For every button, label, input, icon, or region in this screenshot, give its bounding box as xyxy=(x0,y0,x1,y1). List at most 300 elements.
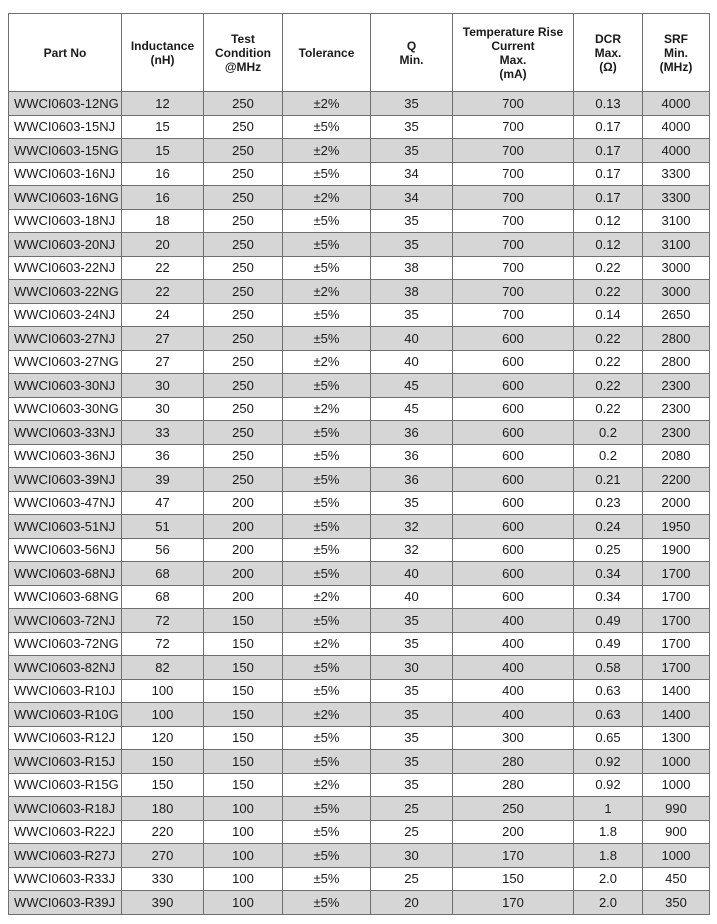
q-min-cell: 35 xyxy=(371,92,453,116)
column-header-line: Min. xyxy=(399,52,424,67)
table-row xyxy=(9,585,710,609)
test-condition-cell: 150 xyxy=(204,609,283,633)
part-number-cell: WWCI0603-22NG xyxy=(9,280,122,304)
tolerance-cell: ±5% xyxy=(283,797,371,821)
part-number-cell: WWCI0603-R22J xyxy=(9,820,122,844)
temp-rise-current-cell: 600 xyxy=(453,468,574,492)
table-row xyxy=(9,209,710,233)
tolerance-cell: ±5% xyxy=(283,256,371,280)
dcr-cell: 0.17 xyxy=(574,115,643,139)
tolerance-cell: ±2% xyxy=(283,773,371,797)
table-row xyxy=(9,515,710,539)
part-number-cell: WWCI0603-12NG xyxy=(9,92,122,116)
part-number-cell: WWCI0603-15NG xyxy=(9,139,122,163)
temp-rise-current-cell: 600 xyxy=(453,515,574,539)
part-number-cell: WWCI0603-47NJ xyxy=(9,491,122,515)
inductance-cell: 18 xyxy=(122,209,204,233)
column-header-temp-rise-current xyxy=(453,14,574,92)
table-row xyxy=(9,115,710,139)
column-header-dcr-max xyxy=(574,14,643,92)
q-min-cell: 35 xyxy=(371,209,453,233)
q-min-cell: 20 xyxy=(371,891,453,915)
q-min-cell: 34 xyxy=(371,162,453,186)
dcr-cell: 0.12 xyxy=(574,233,643,257)
tolerance-cell: ±2% xyxy=(283,280,371,304)
tolerance-cell: ±5% xyxy=(283,844,371,868)
dcr-cell: 0.25 xyxy=(574,538,643,562)
temp-rise-current-cell: 280 xyxy=(453,773,574,797)
inductance-cell: 150 xyxy=(122,750,204,774)
header-row xyxy=(9,14,710,92)
part-number-cell: WWCI0603-72NJ xyxy=(9,609,122,633)
temp-rise-current-cell: 280 xyxy=(453,750,574,774)
inductance-cell: 33 xyxy=(122,421,204,445)
dcr-cell: 0.65 xyxy=(574,726,643,750)
srf-cell: 900 xyxy=(643,820,710,844)
table-row xyxy=(9,891,710,915)
inductance-cell: 180 xyxy=(122,797,204,821)
part-number-cell: WWCI0603-R12J xyxy=(9,726,122,750)
tolerance-cell: ±5% xyxy=(283,679,371,703)
tolerance-cell: ±5% xyxy=(283,609,371,633)
temp-rise-current-cell: 700 xyxy=(453,256,574,280)
temp-rise-current-cell: 600 xyxy=(453,397,574,421)
part-number-cell: WWCI0603-82NJ xyxy=(9,656,122,680)
q-min-cell: 32 xyxy=(371,538,453,562)
dcr-cell: 0.22 xyxy=(574,374,643,398)
part-number-cell: WWCI0603-30NG xyxy=(9,397,122,421)
tolerance-cell: ±5% xyxy=(283,867,371,891)
part-number-cell: WWCI0603-68NG xyxy=(9,585,122,609)
table-row xyxy=(9,139,710,163)
table-row xyxy=(9,327,710,351)
q-min-cell: 40 xyxy=(371,350,453,374)
dcr-cell: 0.34 xyxy=(574,585,643,609)
part-number-cell: WWCI0603-20NJ xyxy=(9,233,122,257)
part-number-cell: WWCI0603-R18J xyxy=(9,797,122,821)
q-min-cell: 25 xyxy=(371,820,453,844)
temp-rise-current-cell: 250 xyxy=(453,797,574,821)
q-min-cell: 38 xyxy=(371,256,453,280)
srf-cell: 2300 xyxy=(643,421,710,445)
part-number-cell: WWCI0603-24NJ xyxy=(9,303,122,327)
column-header-line: Temperature Rise xyxy=(462,24,564,39)
test-condition-cell: 200 xyxy=(204,538,283,562)
temp-rise-current-cell: 600 xyxy=(453,350,574,374)
test-condition-cell: 200 xyxy=(204,562,283,586)
column-header-line: (mA) xyxy=(499,66,527,81)
srf-cell: 3100 xyxy=(643,209,710,233)
dcr-cell: 2.0 xyxy=(574,891,643,915)
inductance-cell: 68 xyxy=(122,585,204,609)
test-condition-cell: 100 xyxy=(204,820,283,844)
tolerance-cell: ±5% xyxy=(283,444,371,468)
inductance-cell: 120 xyxy=(122,726,204,750)
q-min-cell: 38 xyxy=(371,280,453,304)
temp-rise-current-cell: 600 xyxy=(453,374,574,398)
inductance-cell: 20 xyxy=(122,233,204,257)
srf-cell: 2200 xyxy=(643,468,710,492)
srf-cell: 1700 xyxy=(643,656,710,680)
test-condition-cell: 150 xyxy=(204,632,283,656)
tolerance-cell: ±5% xyxy=(283,209,371,233)
temp-rise-current-cell: 700 xyxy=(453,139,574,163)
dcr-cell: 0.63 xyxy=(574,679,643,703)
inductance-cell: 15 xyxy=(122,139,204,163)
temp-rise-current-cell: 700 xyxy=(453,209,574,233)
table-row xyxy=(9,350,710,374)
srf-cell: 1000 xyxy=(643,773,710,797)
test-condition-cell: 250 xyxy=(204,421,283,445)
inductance-cell: 27 xyxy=(122,350,204,374)
temp-rise-current-cell: 700 xyxy=(453,186,574,210)
q-min-cell: 36 xyxy=(371,444,453,468)
dcr-cell: 0.13 xyxy=(574,92,643,116)
inductance-cell: 39 xyxy=(122,468,204,492)
part-number-cell: WWCI0603-R39J xyxy=(9,891,122,915)
dcr-cell: 0.49 xyxy=(574,609,643,633)
table-row xyxy=(9,797,710,821)
part-number-cell: WWCI0603-39NJ xyxy=(9,468,122,492)
tolerance-cell: ±5% xyxy=(283,162,371,186)
srf-cell: 1000 xyxy=(643,844,710,868)
dcr-cell: 0.14 xyxy=(574,303,643,327)
tolerance-cell: ±5% xyxy=(283,115,371,139)
temp-rise-current-cell: 600 xyxy=(453,327,574,351)
column-header-line: (MHz) xyxy=(659,59,693,74)
dcr-cell: 0.21 xyxy=(574,468,643,492)
inductance-cell: 72 xyxy=(122,632,204,656)
column-header-q-min xyxy=(371,14,453,92)
part-number-cell: WWCI0603-R33J xyxy=(9,867,122,891)
tolerance-cell: ±5% xyxy=(283,303,371,327)
column-header-line: Current xyxy=(491,38,535,53)
q-min-cell: 35 xyxy=(371,632,453,656)
tolerance-cell: ±5% xyxy=(283,891,371,915)
column-header-line: Max. xyxy=(594,45,622,60)
test-condition-cell: 250 xyxy=(204,280,283,304)
inductance-cell: 30 xyxy=(122,397,204,421)
inductance-cell: 220 xyxy=(122,820,204,844)
temp-rise-current-cell: 400 xyxy=(453,609,574,633)
test-condition-cell: 250 xyxy=(204,350,283,374)
q-min-cell: 40 xyxy=(371,327,453,351)
srf-cell: 350 xyxy=(643,891,710,915)
inductance-cell: 390 xyxy=(122,891,204,915)
tolerance-cell: ±5% xyxy=(283,421,371,445)
table-row xyxy=(9,867,710,891)
table-row xyxy=(9,773,710,797)
q-min-cell: 35 xyxy=(371,303,453,327)
srf-cell: 2650 xyxy=(643,303,710,327)
column-header-line: Test xyxy=(231,31,255,46)
test-condition-cell: 250 xyxy=(204,303,283,327)
dcr-cell: 0.12 xyxy=(574,209,643,233)
srf-cell: 1700 xyxy=(643,609,710,633)
srf-cell: 2300 xyxy=(643,374,710,398)
srf-cell: 3100 xyxy=(643,233,710,257)
column-header-line: SRF xyxy=(664,31,688,46)
table-row xyxy=(9,562,710,586)
srf-cell: 1400 xyxy=(643,679,710,703)
table-row xyxy=(9,186,710,210)
inductance-cell: 36 xyxy=(122,444,204,468)
temp-rise-current-cell: 700 xyxy=(453,303,574,327)
table-row xyxy=(9,656,710,680)
test-condition-cell: 250 xyxy=(204,327,283,351)
tolerance-cell: ±2% xyxy=(283,92,371,116)
dcr-cell: 0.2 xyxy=(574,421,643,445)
table-row xyxy=(9,233,710,257)
temp-rise-current-cell: 600 xyxy=(453,421,574,445)
q-min-cell: 35 xyxy=(371,773,453,797)
table-row xyxy=(9,679,710,703)
inductance-cell: 150 xyxy=(122,773,204,797)
dcr-cell: 0.22 xyxy=(574,397,643,421)
tolerance-cell: ±5% xyxy=(283,515,371,539)
test-condition-cell: 250 xyxy=(204,256,283,280)
table-row xyxy=(9,374,710,398)
q-min-cell: 35 xyxy=(371,233,453,257)
tolerance-cell: ±2% xyxy=(283,585,371,609)
q-min-cell: 35 xyxy=(371,609,453,633)
part-number-cell: WWCI0603-51NJ xyxy=(9,515,122,539)
temp-rise-current-cell: 300 xyxy=(453,726,574,750)
part-number-cell: WWCI0603-30NJ xyxy=(9,374,122,398)
column-header-line: Condition xyxy=(215,45,271,60)
temp-rise-current-cell: 600 xyxy=(453,585,574,609)
part-number-cell: WWCI0603-36NJ xyxy=(9,444,122,468)
test-condition-cell: 250 xyxy=(204,233,283,257)
srf-cell: 2300 xyxy=(643,397,710,421)
test-condition-cell: 250 xyxy=(204,92,283,116)
table-body xyxy=(9,92,710,915)
q-min-cell: 35 xyxy=(371,750,453,774)
inductance-cell: 24 xyxy=(122,303,204,327)
inductor-spec-table xyxy=(8,13,710,915)
table-row xyxy=(9,538,710,562)
temp-rise-current-cell: 400 xyxy=(453,679,574,703)
q-min-cell: 45 xyxy=(371,397,453,421)
temp-rise-current-cell: 700 xyxy=(453,115,574,139)
part-number-cell: WWCI0603-27NJ xyxy=(9,327,122,351)
part-number-cell: WWCI0603-18NJ xyxy=(9,209,122,233)
srf-cell: 450 xyxy=(643,867,710,891)
temp-rise-current-cell: 200 xyxy=(453,820,574,844)
srf-cell: 3000 xyxy=(643,280,710,304)
tolerance-cell: ±5% xyxy=(283,750,371,774)
part-number-cell: WWCI0603-R10G xyxy=(9,703,122,727)
test-condition-cell: 150 xyxy=(204,656,283,680)
table-row xyxy=(9,468,710,492)
column-header-line: DCR xyxy=(595,31,621,46)
tolerance-cell: ±2% xyxy=(283,139,371,163)
q-min-cell: 36 xyxy=(371,421,453,445)
dcr-cell: 1.8 xyxy=(574,844,643,868)
inductance-cell: 270 xyxy=(122,844,204,868)
tolerance-cell: ±5% xyxy=(283,468,371,492)
dcr-cell: 0.22 xyxy=(574,327,643,351)
dcr-cell: 0.23 xyxy=(574,491,643,515)
test-condition-cell: 150 xyxy=(204,679,283,703)
srf-cell: 990 xyxy=(643,797,710,821)
test-condition-cell: 150 xyxy=(204,703,283,727)
dcr-cell: 0.58 xyxy=(574,656,643,680)
inductance-cell: 12 xyxy=(122,92,204,116)
part-number-cell: WWCI0603-33NJ xyxy=(9,421,122,445)
q-min-cell: 35 xyxy=(371,139,453,163)
dcr-cell: 0.17 xyxy=(574,139,643,163)
inductance-cell: 68 xyxy=(122,562,204,586)
temp-rise-current-cell: 170 xyxy=(453,891,574,915)
temp-rise-current-cell: 170 xyxy=(453,844,574,868)
tolerance-cell: ±5% xyxy=(283,820,371,844)
inductance-cell: 15 xyxy=(122,115,204,139)
dcr-cell: 0.22 xyxy=(574,350,643,374)
column-header-tolerance xyxy=(283,14,371,92)
test-condition-cell: 100 xyxy=(204,867,283,891)
q-min-cell: 35 xyxy=(371,703,453,727)
test-condition-cell: 100 xyxy=(204,797,283,821)
tolerance-cell: ±5% xyxy=(283,374,371,398)
tolerance-cell: ±2% xyxy=(283,397,371,421)
part-number-cell: WWCI0603-15NJ xyxy=(9,115,122,139)
table-row xyxy=(9,92,710,116)
srf-cell: 1900 xyxy=(643,538,710,562)
srf-cell: 3000 xyxy=(643,256,710,280)
part-number-cell: WWCI0603-27NG xyxy=(9,350,122,374)
dcr-cell: 1.8 xyxy=(574,820,643,844)
dcr-cell: 2.0 xyxy=(574,867,643,891)
tolerance-cell: ±5% xyxy=(283,491,371,515)
inductance-cell: 47 xyxy=(122,491,204,515)
part-number-cell: WWCI0603-72NG xyxy=(9,632,122,656)
part-number-cell: WWCI0603-R10J xyxy=(9,679,122,703)
temp-rise-current-cell: 600 xyxy=(453,562,574,586)
inductance-cell: 22 xyxy=(122,256,204,280)
column-header-line: Q xyxy=(406,38,417,53)
column-header-line: @MHz xyxy=(224,59,262,74)
temp-rise-current-cell: 400 xyxy=(453,656,574,680)
temp-rise-current-cell: 600 xyxy=(453,444,574,468)
inductance-cell: 330 xyxy=(122,867,204,891)
table-row xyxy=(9,421,710,445)
inductance-cell: 51 xyxy=(122,515,204,539)
tolerance-cell: ±2% xyxy=(283,632,371,656)
q-min-cell: 35 xyxy=(371,491,453,515)
srf-cell: 2800 xyxy=(643,327,710,351)
inductance-cell: 22 xyxy=(122,280,204,304)
part-number-cell: WWCI0603-R27J xyxy=(9,844,122,868)
srf-cell: 1400 xyxy=(643,703,710,727)
tolerance-cell: ±2% xyxy=(283,350,371,374)
srf-cell: 3300 xyxy=(643,186,710,210)
q-min-cell: 35 xyxy=(371,726,453,750)
srf-cell: 4000 xyxy=(643,115,710,139)
dcr-cell: 0.24 xyxy=(574,515,643,539)
inductance-cell: 82 xyxy=(122,656,204,680)
q-min-cell: 34 xyxy=(371,186,453,210)
dcr-cell: 0.34 xyxy=(574,562,643,586)
test-condition-cell: 250 xyxy=(204,139,283,163)
srf-cell: 1700 xyxy=(643,562,710,586)
column-header-line: Part No xyxy=(43,45,87,60)
inductance-cell: 16 xyxy=(122,186,204,210)
inductance-cell: 100 xyxy=(122,703,204,727)
column-header-inductance xyxy=(122,14,204,92)
srf-cell: 2800 xyxy=(643,350,710,374)
part-number-cell: WWCI0603-56NJ xyxy=(9,538,122,562)
part-number-cell: WWCI0603-68NJ xyxy=(9,562,122,586)
dcr-cell: 0.92 xyxy=(574,773,643,797)
q-min-cell: 45 xyxy=(371,374,453,398)
inductance-cell: 100 xyxy=(122,679,204,703)
temp-rise-current-cell: 600 xyxy=(453,491,574,515)
dcr-cell: 0.22 xyxy=(574,256,643,280)
tolerance-cell: ±2% xyxy=(283,186,371,210)
test-condition-cell: 250 xyxy=(204,397,283,421)
part-number-cell: WWCI0603-R15J xyxy=(9,750,122,774)
temp-rise-current-cell: 700 xyxy=(453,233,574,257)
temp-rise-current-cell: 700 xyxy=(453,162,574,186)
dcr-cell: 0.2 xyxy=(574,444,643,468)
dcr-cell: 0.17 xyxy=(574,162,643,186)
srf-cell: 4000 xyxy=(643,92,710,116)
table-row xyxy=(9,397,710,421)
inductance-cell: 27 xyxy=(122,327,204,351)
column-header-srf-min xyxy=(643,14,710,92)
temp-rise-current-cell: 700 xyxy=(453,92,574,116)
temp-rise-current-cell: 150 xyxy=(453,867,574,891)
dcr-cell: 0.49 xyxy=(574,632,643,656)
test-condition-cell: 250 xyxy=(204,209,283,233)
dcr-cell: 1 xyxy=(574,797,643,821)
test-condition-cell: 250 xyxy=(204,162,283,186)
inductance-cell: 16 xyxy=(122,162,204,186)
q-min-cell: 40 xyxy=(371,585,453,609)
column-header-line: (nH) xyxy=(150,52,175,67)
table-row xyxy=(9,444,710,468)
tolerance-cell: ±5% xyxy=(283,538,371,562)
column-header-line: Max. xyxy=(499,52,527,67)
q-min-cell: 30 xyxy=(371,656,453,680)
srf-cell: 3300 xyxy=(643,162,710,186)
test-condition-cell: 250 xyxy=(204,115,283,139)
table-row xyxy=(9,280,710,304)
srf-cell: 1700 xyxy=(643,632,710,656)
table-row xyxy=(9,703,710,727)
temp-rise-current-cell: 400 xyxy=(453,703,574,727)
q-min-cell: 35 xyxy=(371,679,453,703)
q-min-cell: 32 xyxy=(371,515,453,539)
test-condition-cell: 200 xyxy=(204,585,283,609)
test-condition-cell: 200 xyxy=(204,515,283,539)
table-row xyxy=(9,844,710,868)
column-header-test-condition xyxy=(204,14,283,92)
test-condition-cell: 250 xyxy=(204,186,283,210)
temp-rise-current-cell: 600 xyxy=(453,538,574,562)
tolerance-cell: ±5% xyxy=(283,562,371,586)
test-condition-cell: 250 xyxy=(204,468,283,492)
column-header-line: Tolerance xyxy=(298,45,355,60)
tolerance-cell: ±5% xyxy=(283,656,371,680)
test-condition-cell: 150 xyxy=(204,726,283,750)
dcr-cell: 0.17 xyxy=(574,186,643,210)
test-condition-cell: 200 xyxy=(204,491,283,515)
inductance-cell: 56 xyxy=(122,538,204,562)
column-header-line: Inductance xyxy=(130,38,195,53)
table-row xyxy=(9,820,710,844)
